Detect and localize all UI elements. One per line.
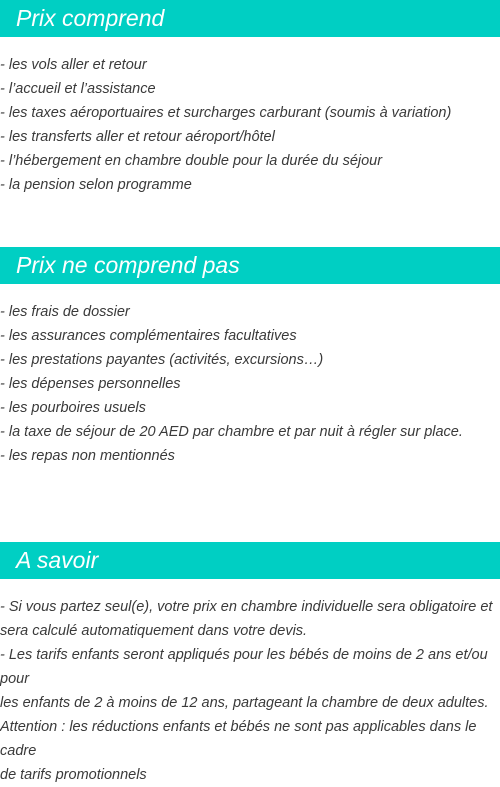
list-item: - les transferts aller et retour aéroport/hôtel [0, 129, 275, 145]
list-item: - les taxes aéroportuaires et surcharges carburant (soumis à variation) [0, 105, 452, 121]
section-header-a-savoir: A savoir [0, 542, 500, 579]
list-item: - les prestations payantes (activités, excursions…) [0, 352, 324, 368]
list-item: - l’accueil et l’assistance [0, 81, 156, 97]
list-item: - la pension selon programme [0, 177, 192, 193]
info-line: Attention : les réductions enfants et bébés ne sont pas applicables dans le cadre [0, 719, 477, 759]
section-header-prix-comprend: Prix comprend [0, 0, 500, 37]
info-line: - Si vous partez seul(e), votre prix en chambre individuelle sera obligatoire et [0, 599, 493, 615]
info-paragraph [0, 595, 500, 787]
info-line: - Les tarifs enfants seront appliqués pour les bébés de moins de 2 ans et/ou pour [0, 647, 488, 687]
list-item: - l’hébergement en chambre double pour la durée du séjour [0, 153, 383, 169]
excluded-list [0, 300, 500, 468]
list-item: - les dépenses personnelles [0, 376, 181, 392]
list-item: - la taxe de séjour de 20 AED par chambre et par nuit à régler sur place. [0, 424, 463, 440]
info-line: de tarifs promotionnels [0, 767, 147, 783]
list-item: - les pourboires usuels [0, 400, 146, 416]
list-item: - les vols aller et retour [0, 57, 147, 73]
section-header-prix-ne-comprend-pas: Prix ne comprend pas [0, 247, 500, 284]
list-item: - les assurances complémentaires facultatives [0, 328, 297, 344]
info-line: les enfants de 2 à moins de 12 ans, partageant la chambre de deux adultes. [0, 695, 489, 711]
list-item: - les frais de dossier [0, 304, 130, 320]
list-item: - les repas non mentionnés [0, 448, 175, 464]
info-line: sera calculé automatiquement dans votre devis. [0, 623, 308, 639]
included-list [0, 53, 500, 197]
